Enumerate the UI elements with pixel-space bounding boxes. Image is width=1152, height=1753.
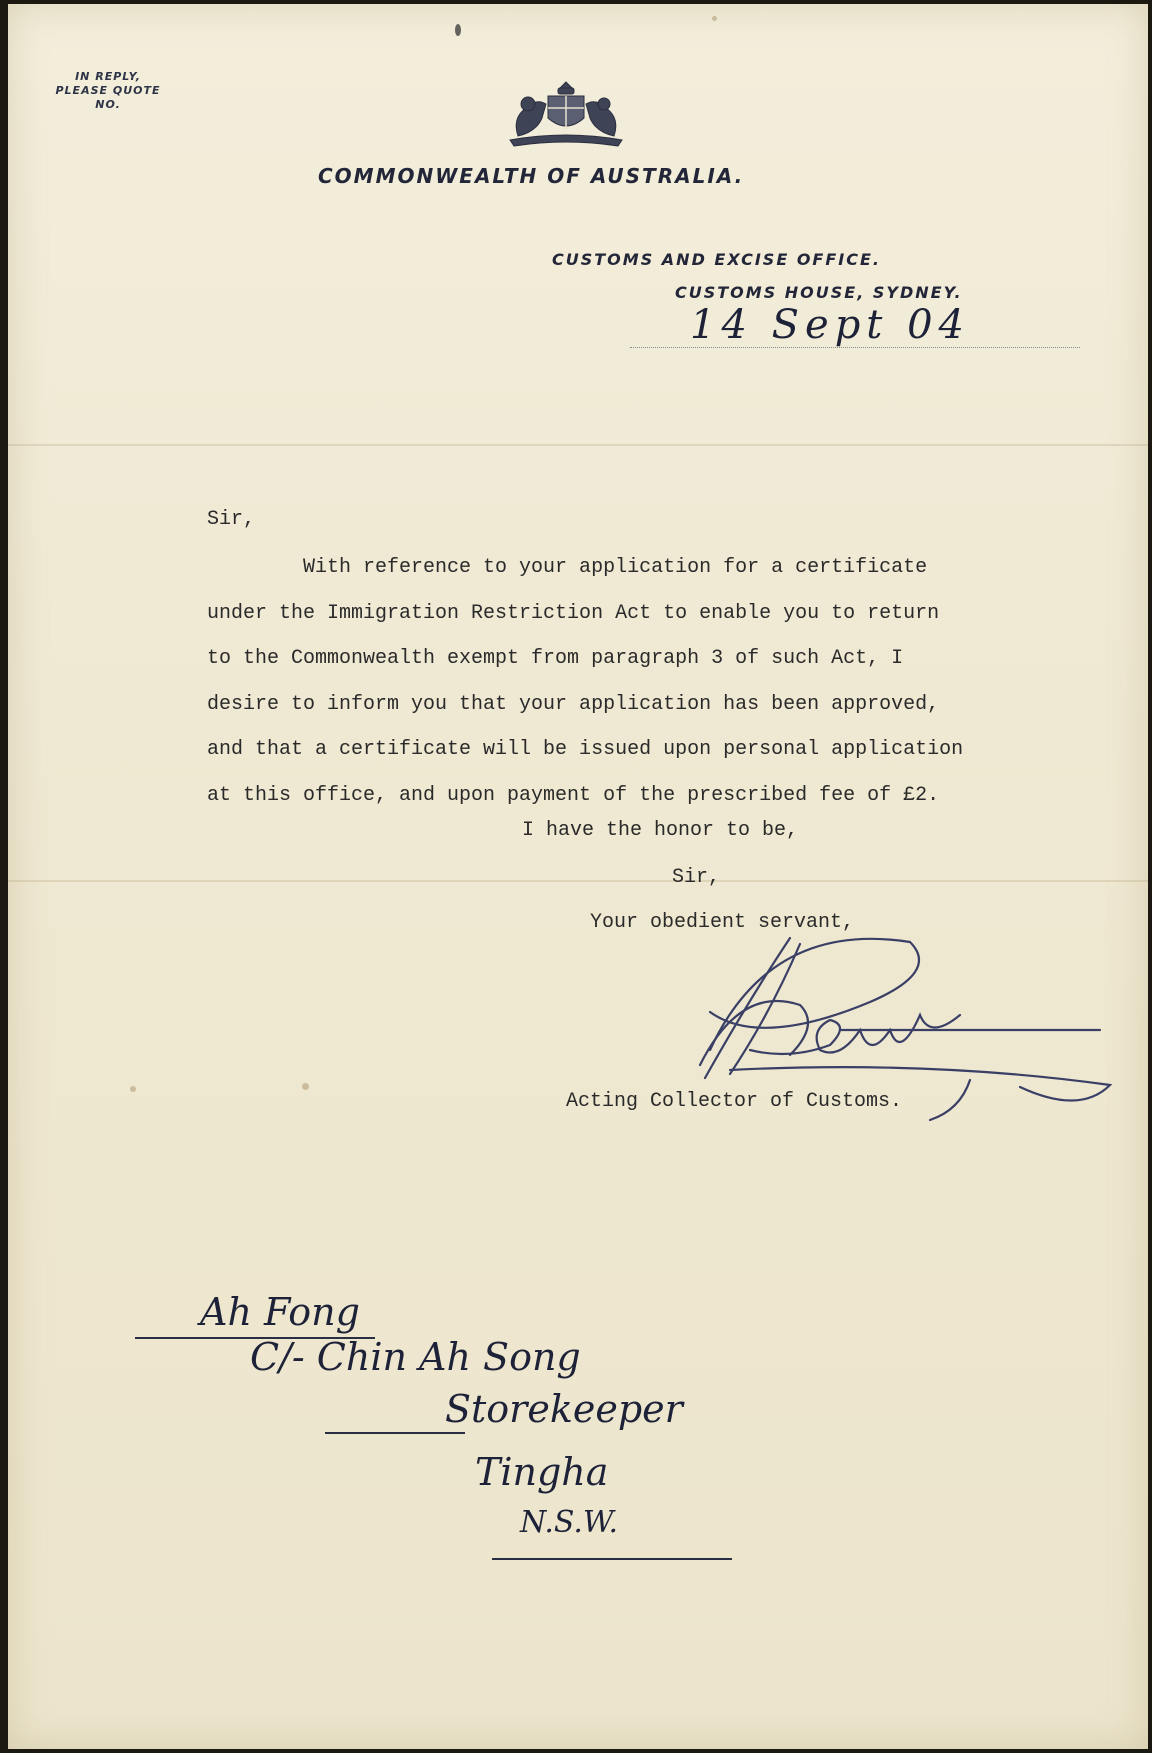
body-line: to the Commonwealth exempt from paragraph 3 of such Act, I <box>207 647 904 670</box>
body-line: With reference to your application for a certificate <box>207 556 928 579</box>
addressee-town: Tingha <box>475 1450 609 1494</box>
ink-spot <box>455 24 461 36</box>
addressee-care-of: C/- Chin Ah Song <box>250 1335 581 1379</box>
body-line: under the Immigration Restriction Act to enable you to return <box>207 601 940 625</box>
signatory-title: Acting Collector of Customs. <box>566 1090 903 1113</box>
organization-heading: COMMONWEALTH OF AUSTRALIA. <box>318 164 745 188</box>
salutation: Sir, <box>207 508 256 531</box>
coat-of-arms-emblem <box>496 78 636 148</box>
underline <box>492 1558 732 1560</box>
reference-line: NO. <box>95 98 121 111</box>
closing-line: Your obedient servant, <box>590 911 855 934</box>
body-line: at this office, and upon payment of the prescribed fee of £2. <box>207 783 940 807</box>
stain-spot <box>302 1083 309 1090</box>
closing-line: I have the honor to be, <box>522 819 799 842</box>
fold-line <box>8 880 1148 882</box>
stain-spot <box>712 16 717 21</box>
underline <box>325 1432 465 1434</box>
addressee-name: Ah Fong <box>200 1290 360 1334</box>
addressee-occupation: Storekeeper <box>445 1387 683 1431</box>
reference-stamp <box>38 70 178 112</box>
body-line: desire to inform you that your application has been approved, <box>207 692 940 716</box>
closing-line: Sir, <box>672 866 721 889</box>
addressee-state: N.S.W. <box>520 1505 619 1540</box>
date-dotted-line <box>630 347 1080 348</box>
stain-spot <box>130 1086 136 1092</box>
location-heading: CUSTOMS HOUSE, SYDNEY. <box>675 283 963 302</box>
office-heading: CUSTOMS AND EXCISE OFFICE. <box>552 250 881 269</box>
fold-line <box>8 444 1148 446</box>
addressee-block <box>120 1275 770 1575</box>
handwritten-date: 14 Sept 04 <box>690 302 970 348</box>
reference-line: IN REPLY, <box>75 70 141 83</box>
body-line: and that a certificate will be issued upon personal application <box>207 738 964 761</box>
letter-body <box>207 545 1087 818</box>
reference-line: PLEASE QUOTE <box>55 84 161 97</box>
